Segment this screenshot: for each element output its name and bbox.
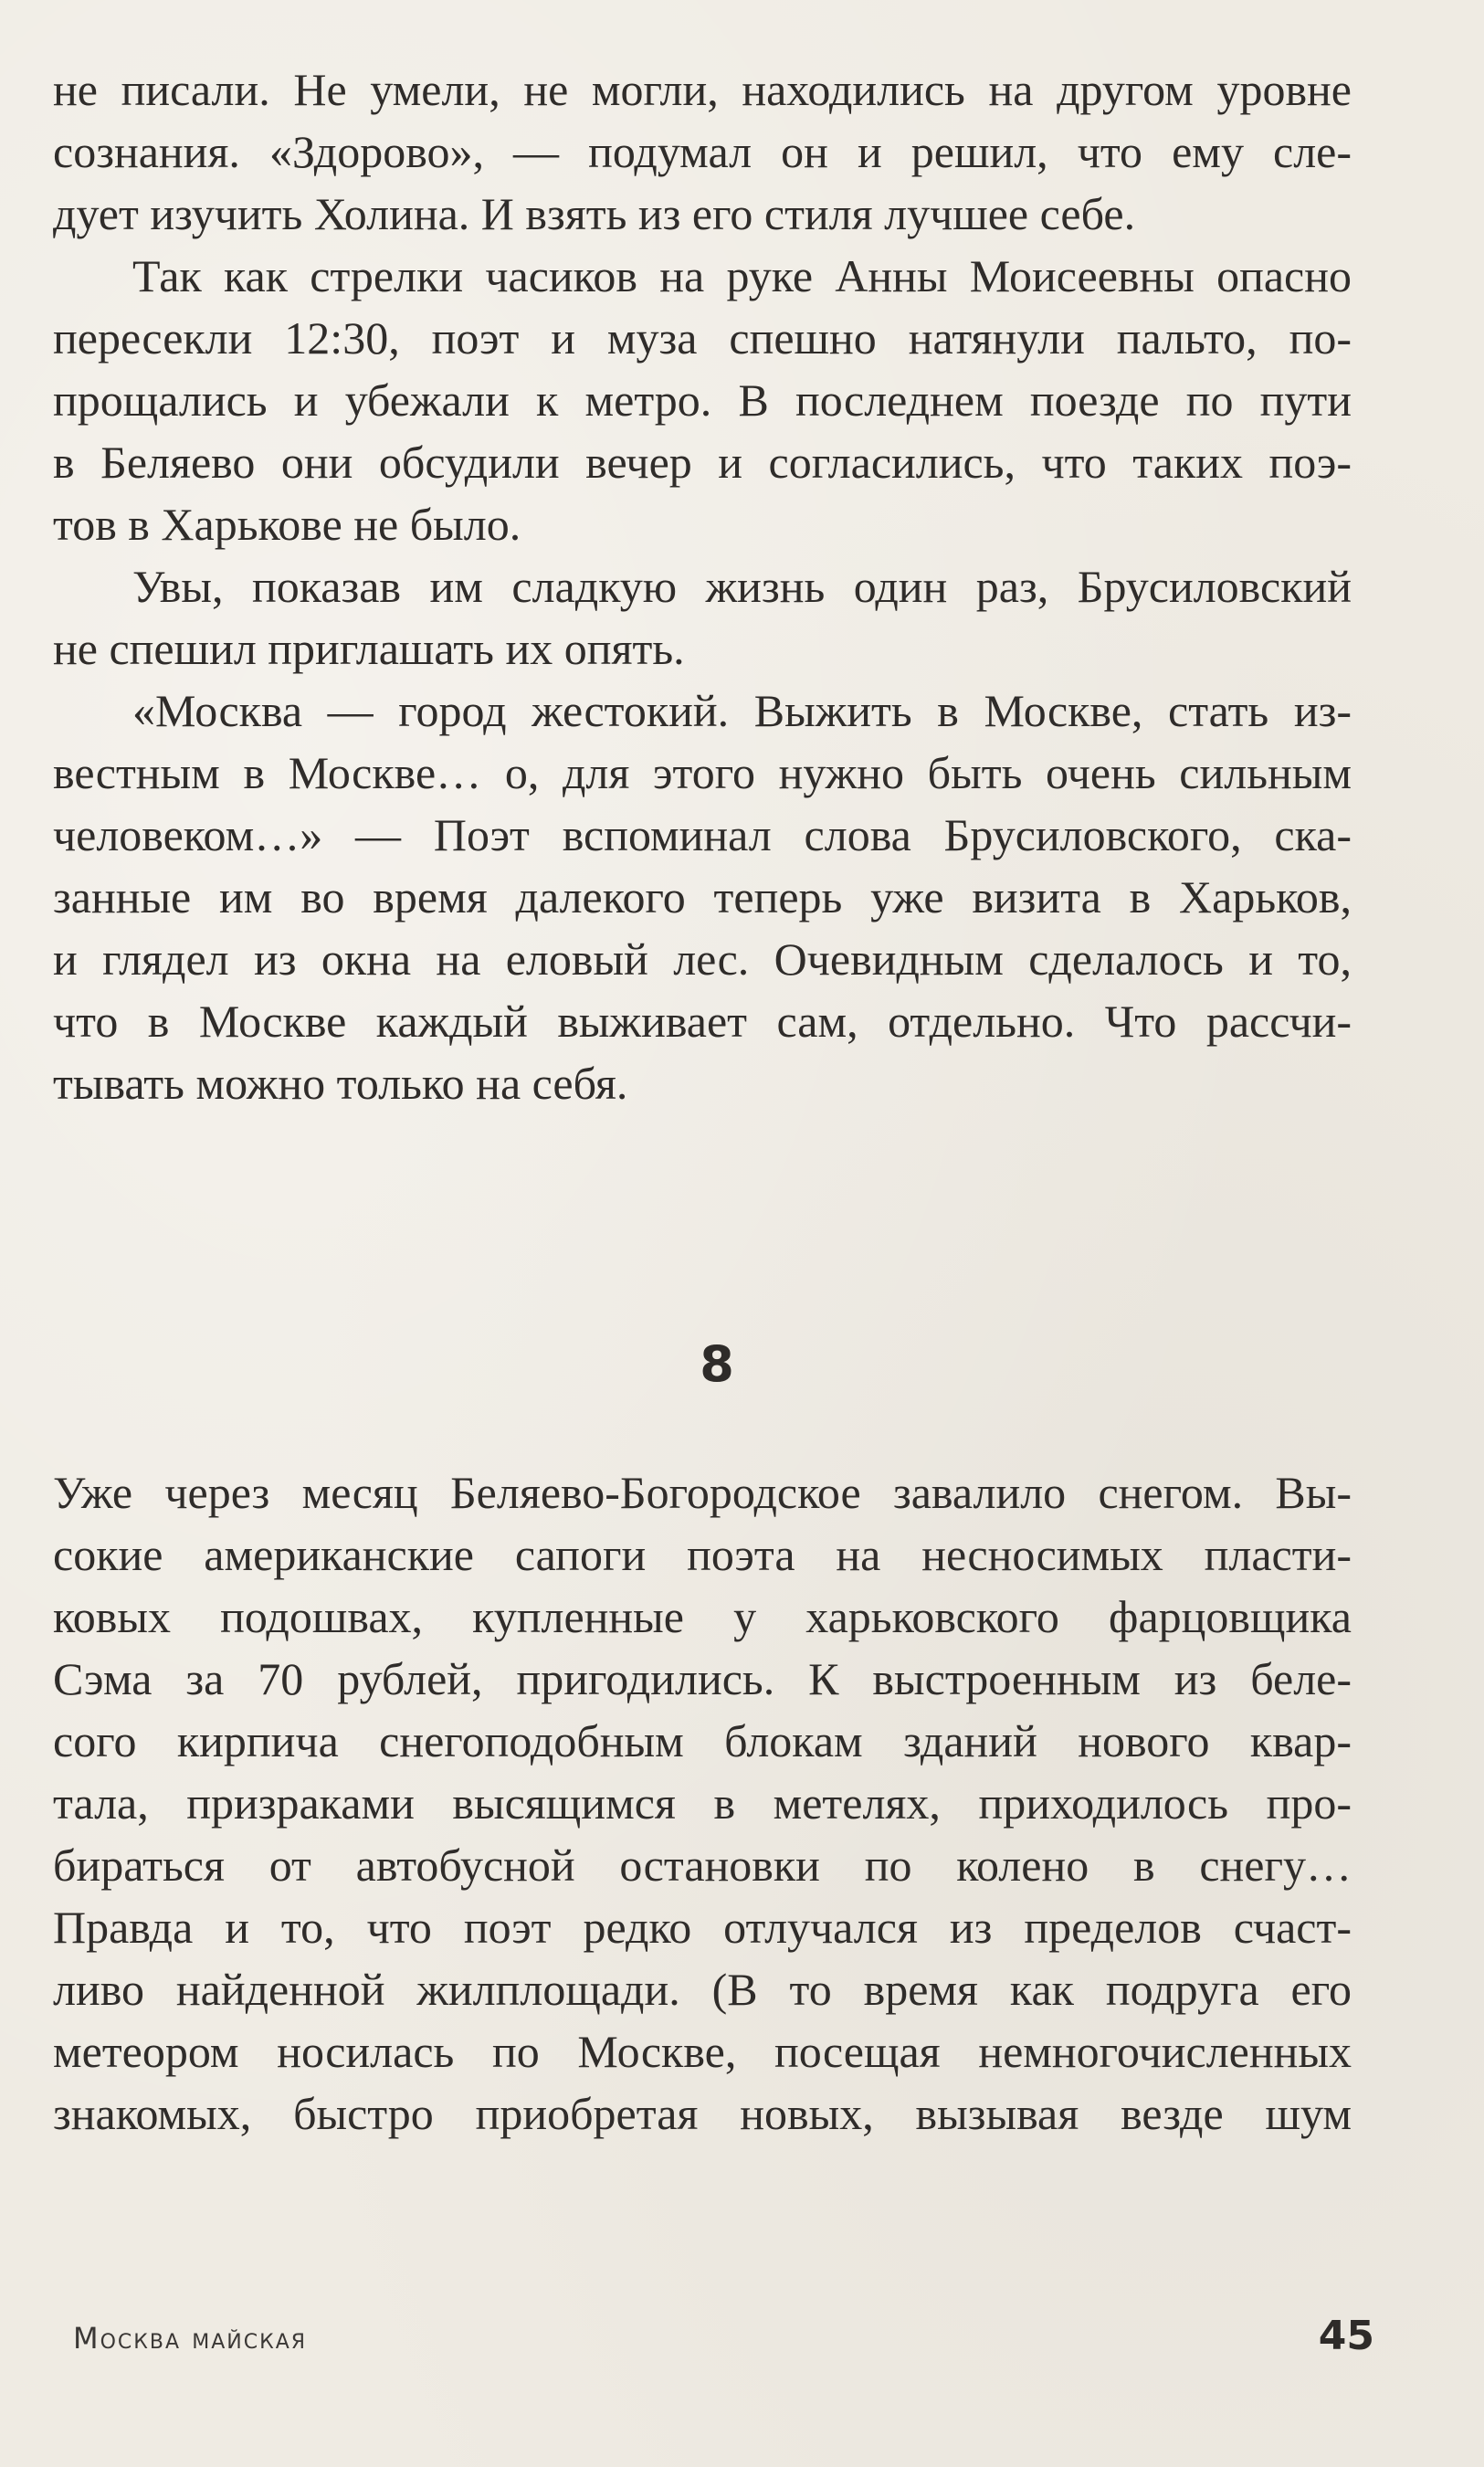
text-line: ковых подошвах, купленные у харьковского фарцовщика xyxy=(53,1591,1352,1642)
text-line: не спешил приглашать их опять. xyxy=(53,623,685,674)
paragraph xyxy=(53,555,1352,680)
text-line: метеором носилась по Москве, посещая немногочисленных xyxy=(53,2026,1352,2077)
text-line: сокие американские сапоги поэта на несносимых пласти- xyxy=(53,1529,1352,1580)
text-line: тала, призраками высящимся в метелях, приходилось про- xyxy=(53,1777,1352,1829)
text-line: в Беляево они обсудили вечер и согласились, что таких поэ- xyxy=(53,437,1352,488)
text-line: прощались и убежали к метро. В последнем поезде по пути xyxy=(53,374,1352,426)
text-line: сознания. «Здорово», — подумал он и решил, что ему сле- xyxy=(53,126,1352,177)
paragraph xyxy=(53,245,1352,555)
text-line: пересекли 12:30, поэт и муза спешно натянули пальто, по- xyxy=(53,312,1352,364)
text-line: сого кирпича снегоподобным блокам зданий нового квар- xyxy=(53,1715,1352,1766)
paragraph xyxy=(53,1461,1352,2145)
text-line: человеком…» — Поэт вспоминал слова Брусиловского, ска- xyxy=(53,809,1352,860)
text-line: занные им во время далекого теперь уже визита в Харьков, xyxy=(53,871,1352,922)
text-line: Правда и то, что поэт редко отлучался из пределов счаст- xyxy=(53,1902,1352,1953)
text-line: не писали. Не умели, не могли, находились на другом уровне xyxy=(53,64,1352,115)
text-line: тов в Харькове не было. xyxy=(53,499,521,550)
text-line: Сэма за 70 рублей, пригодились. К выстроенным из беле- xyxy=(53,1653,1352,1704)
text-line: и глядел из окна на еловый лес. Очевидным сделалось и то, xyxy=(53,933,1352,985)
chapter-number-heading: 8 xyxy=(700,1335,734,1393)
text-line: знакомых, быстро приобретая новых, вызывая везде шум xyxy=(53,2088,1352,2139)
text-line: Так как стрелки часиков на руке Анны Моисеевны опасно xyxy=(132,250,1352,301)
text-line: ливо найденной жилплощади. (В то время как подруга его xyxy=(53,1964,1352,2015)
page-number: 45 xyxy=(1318,2313,1374,2359)
body-text-before-chapter xyxy=(53,58,1352,1114)
text-line: что в Москве каждый выживает сам, отдельно. Что рассчи- xyxy=(53,996,1352,1047)
text-line: вестным в Москве… о, для этого нужно быть очень сильным xyxy=(53,747,1352,798)
text-line: Увы, показав им сладкую жизнь один раз, Брусиловский xyxy=(132,561,1352,612)
text-line: «Москва — город жестокий. Выжить в Москве, стать из- xyxy=(132,685,1352,736)
text-line: дует изучить Холина. И взять из его стиля лучшее себе. xyxy=(53,188,1136,239)
paragraph xyxy=(53,680,1352,1114)
body-text-after-chapter xyxy=(53,1461,1352,2145)
text-line: Уже через месяц Беляево-Богородское завалило снегом. Вы- xyxy=(53,1467,1352,1518)
paragraph xyxy=(53,58,1352,245)
text-line: тывать можно только на себя. xyxy=(53,1058,628,1109)
text-line: бираться от автобусной остановки по колено в снегу… xyxy=(53,1840,1352,1891)
running-title: Москва майская xyxy=(73,2321,308,2356)
